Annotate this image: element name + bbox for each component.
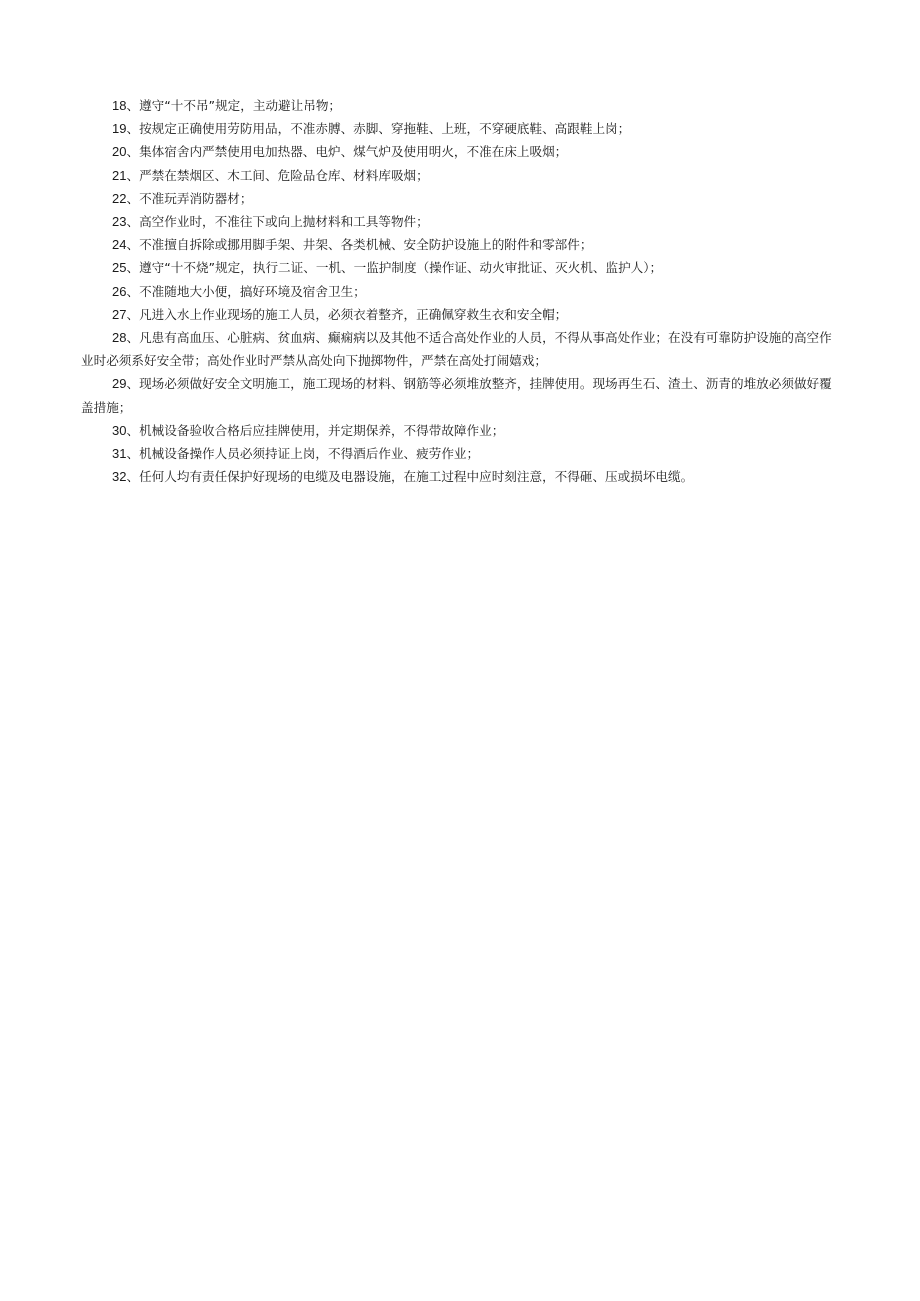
- rule-text: 、机械设备验收合格后应挂牌使用，并定期保养，不得带故障作业；: [126, 422, 505, 438]
- rule-number: 22: [112, 190, 127, 206]
- rules-list: [81, 94, 843, 488]
- rule-item-24: [81, 233, 843, 256]
- rule-text: 、凡进入水上作业现场的施工人员，必须衣着整齐，正确佩穿救生衣和安全帽；: [126, 306, 568, 322]
- rule-number: 30: [112, 422, 127, 438]
- rule-text: 、高空作业时，不准往下或向上抛材料和工具等物件；: [126, 214, 429, 230]
- rule-text: 、现场必须做好安全文明施工，施工现场的材料、钢筋等必须堆放整齐，挂牌使用。现场再生石、渣土、沥青的堆放必须做好覆盖措施；: [81, 376, 832, 415]
- rule-item-22: [81, 187, 843, 210]
- rule-item-23: [81, 210, 843, 233]
- rule-number: 19: [112, 121, 127, 137]
- rule-text: 、不准随地大小便，搞好环境及宿舍卫生；: [126, 283, 366, 299]
- rule-number: 29: [112, 376, 127, 392]
- rule-item-28: [81, 326, 843, 372]
- rule-item-25: [81, 256, 843, 279]
- rule-item-18: [81, 94, 843, 117]
- rule-text: 、机械设备操作人员必须持证上岗，不得酒后作业、疲劳作业；: [126, 446, 480, 462]
- rule-number: 20: [112, 144, 127, 160]
- rule-number: 23: [112, 214, 127, 230]
- rule-text: 、不准玩弄消防器材；: [126, 190, 253, 206]
- rule-item-27: [81, 303, 843, 326]
- rule-text: 、严禁在禁烟区、木工间、危险品仓库、材料库吸烟；: [126, 167, 429, 183]
- rule-item-29: [81, 372, 843, 418]
- rule-text: 、集体宿舍内严禁使用电加热器、电炉、煤气炉及使用明火，不准在床上吸烟；: [126, 144, 568, 160]
- rule-item-26: [81, 280, 843, 303]
- rule-number: 21: [112, 167, 127, 183]
- rule-number: 18: [112, 98, 127, 113]
- rule-number: 26: [112, 283, 127, 299]
- rule-text: 、不准擅自拆除或挪用脚手架、井架、各类机械、安全防护设施上的附件和零部件；: [126, 237, 593, 253]
- rule-number: 27: [112, 306, 127, 322]
- rule-text: 、按规定正确使用劳防用品，不准赤膊、赤脚、穿拖鞋、上班，不穿硬底鞋、高跟鞋上岗；: [126, 121, 631, 137]
- rule-text: 、遵守“十不吊”规定，主动避让吊物；: [126, 98, 342, 113]
- rule-item-19: [81, 117, 843, 140]
- rule-number: 31: [112, 446, 127, 462]
- rule-item-32: [81, 465, 843, 488]
- rule-item-31: [81, 442, 843, 465]
- rule-item-21: [81, 164, 843, 187]
- rule-item-30: [81, 419, 843, 442]
- rule-number: 24: [112, 237, 127, 253]
- rule-item-20: [81, 140, 843, 163]
- rule-text: 、遵守“十不烧”规定，执行二证、一机、一监护制度（操作证、动火审批证、灭火机、监护人）；: [126, 260, 663, 276]
- rule-number: 25: [112, 260, 127, 276]
- rule-text: 、凡患有高血压、心脏病、贫血病、癫痫病以及其他不适合高处作业的人员，不得从事高处作业；在没有可靠防护设施的高空作业时必须系好安全带；高处作业时严禁从高处向下抛掷物件，严禁在高处打闹嬉戏；: [81, 330, 832, 369]
- rule-number: 32: [112, 469, 127, 485]
- rule-text: 、任何人均有责任保护好现场的电缆及电器设施，在施工过程中应时刻注意，不得砸、压或损坏电缆。: [126, 469, 694, 485]
- rule-number: 28: [112, 330, 127, 346]
